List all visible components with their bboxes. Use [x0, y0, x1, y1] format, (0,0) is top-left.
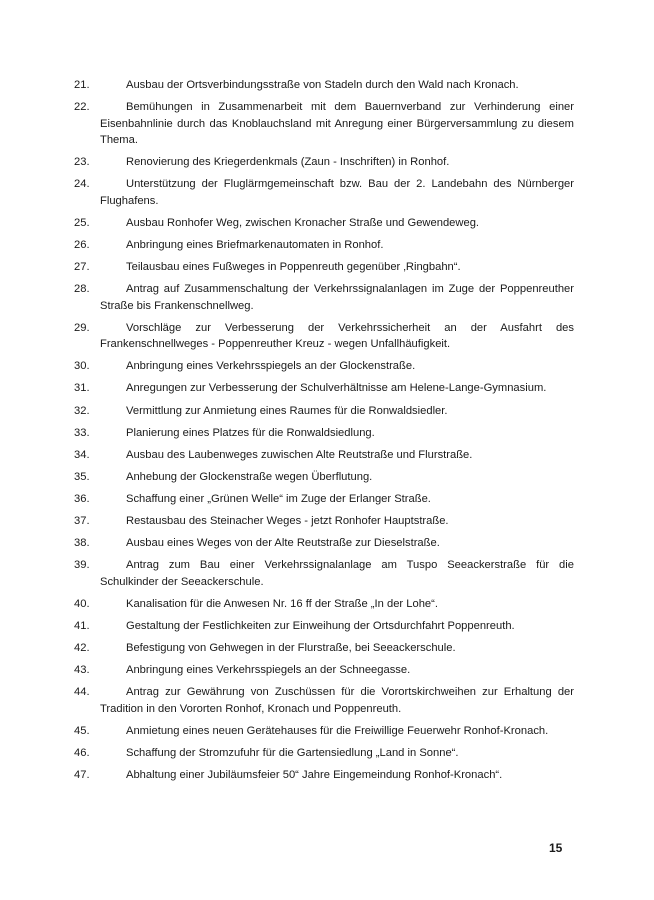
- list-item: [74, 425, 574, 442]
- list-item-text: Unterstützung der Fluglärmgemeinschaft bzw. Bau der 2. Landebahn des Nürnberger Flughafens.: [100, 178, 574, 207]
- list-item: [74, 237, 574, 254]
- list-item: [74, 77, 574, 94]
- list-item: [74, 99, 574, 149]
- list-item-text: Anbringung eines Verkehrsspiegels an der Schneegasse.: [126, 664, 411, 677]
- list-item-number: 41.: [74, 619, 90, 632]
- list-item-number: 29.: [74, 321, 90, 334]
- numbered-list: [74, 77, 574, 789]
- list-item-text: Ausbau eines Weges von der Alte Reutstraße zur Dieselstraße.: [126, 537, 440, 550]
- list-item-number: 40.: [74, 597, 90, 610]
- list-item: [74, 320, 574, 353]
- list-item-text: Schaffung einer „Grünen Welle“ im Zuge der Erlanger Straße.: [126, 492, 431, 505]
- list-item-text: Ausbau der Ortsverbindungsstraße von Stadeln durch den Wald nach Kronach.: [126, 79, 519, 91]
- list-item-number: 42.: [74, 641, 90, 654]
- list-item-number: 35.: [74, 470, 90, 483]
- list-item-text: Anbringung eines Briefmarkenautomaten in Ronhof.: [126, 238, 384, 251]
- list-item-text: Vermittlung zur Anmietung eines Raumes für die Ronwaldsiedler.: [126, 404, 448, 417]
- list-item: [74, 403, 574, 420]
- list-item-number: 24.: [74, 178, 90, 191]
- list-item-number: 43.: [74, 664, 90, 677]
- list-item-text: Bemühungen in Zusammenarbeit mit dem Bauernverband zur Verhinderung einer Eisenbahnlinie durch das Knoblauchsland mit Anregung einer Bürgerversammlung zu diesem Thema.: [100, 101, 574, 147]
- list-item-number: 36.: [74, 492, 90, 505]
- list-item: [74, 491, 574, 508]
- list-item-number: 45.: [74, 724, 90, 737]
- list-item-number: 25.: [74, 216, 90, 229]
- list-item-number: 30.: [74, 360, 90, 373]
- list-item: [74, 662, 574, 679]
- list-item-text: Renovierung des Kriegerdenkmals (Zaun - Inschriften) in Ronhof.: [126, 156, 450, 169]
- list-item: [74, 557, 574, 590]
- list-item: [74, 767, 574, 784]
- list-item-text: Schaffung der Stromzufuhr für die Gartensiedlung „Land in Sonne“.: [126, 746, 459, 759]
- list-item: [74, 380, 574, 397]
- list-item: [74, 640, 574, 657]
- list-item-number: 21.: [74, 79, 90, 91]
- list-item-number: 47.: [74, 768, 90, 781]
- list-item-text: Anmietung eines neuen Gerätehauses für die Freiwillige Feuerwehr Ronhof-Kronach.: [126, 724, 549, 737]
- list-item-number: 39.: [74, 559, 90, 572]
- list-item: [74, 596, 574, 613]
- list-item: [74, 618, 574, 635]
- list-item-number: 34.: [74, 448, 90, 461]
- list-item: [74, 176, 574, 209]
- list-item: [74, 745, 574, 762]
- list-item-text: Kanalisation für die Anwesen Nr. 16 ff der Straße „In der Lohe“.: [126, 597, 438, 610]
- list-item: [74, 447, 574, 464]
- list-item-number: 26.: [74, 238, 90, 251]
- list-item-number: 33.: [74, 426, 90, 439]
- list-item: [74, 684, 574, 717]
- list-item-text: Ausbau Ronhofer Weg, zwischen Kronacher Straße und Gewendeweg.: [126, 216, 480, 229]
- list-item-number: 38.: [74, 537, 90, 550]
- list-item-number: 31.: [74, 382, 90, 395]
- list-item-text: Ausbau des Laubenweges zuwischen Alte Reutstraße und Flurstraße.: [126, 448, 473, 461]
- list-item-text: Restausbau des Steinacher Weges - jetzt Ronhofer Hauptstraße.: [126, 515, 449, 527]
- list-item: [74, 358, 574, 375]
- list-item: [74, 154, 574, 171]
- list-item-text: Antrag zum Bau einer Verkehrssignalanlage am Tuspo Seeackerstraße für die Schulkinder der Seeackerschule.: [100, 559, 574, 588]
- list-item-text: Planierung eines Platzes für die Ronwaldsiedlung.: [126, 426, 375, 439]
- list-item-text: Anregungen zur Verbesserung der Schulverhältnisse am Helene-Lange-Gymnasium.: [126, 382, 547, 395]
- list-item: [74, 469, 574, 486]
- list-item-text: Vorschläge zur Verbesserung der Verkehrssicherheit an der Ausfahrt des Frankenschnellweges - Poppenreuther Kreuz - wegen Unfallhäufigkeit.: [100, 321, 574, 351]
- list-item-text: Anhebung der Glockenstraße wegen Überflutung.: [126, 470, 373, 483]
- list-item: [74, 215, 574, 232]
- list-item-number: 44.: [74, 686, 90, 699]
- list-item-text: Antrag auf Zusammenschaltung der Verkehrssignalanlagen im Zuge der Poppenreuther Straße bis Frankenschnellweg.: [100, 283, 574, 312]
- list-item-number: 27.: [74, 261, 90, 274]
- list-item: [74, 535, 574, 552]
- list-item: [74, 259, 574, 276]
- list-item-text: Teilausbau eines Fußweges in Poppenreuth gegenüber ‚Ringbahn“.: [126, 261, 461, 274]
- list-item-text: Abhaltung einer Jubiläumsfeier 50“ Jahre Eingemeindung Ronhof-Kronach“.: [126, 768, 503, 781]
- list-item-text: Anbringung eines Verkehrsspiegels an der Glockenstraße.: [126, 360, 416, 373]
- list-item-text: Gestaltung der Festlichkeiten zur Einweihung der Ortsdurchfahrt Poppenreuth.: [126, 619, 515, 632]
- list-item-number: 28.: [74, 283, 90, 296]
- list-item-number: 37.: [74, 515, 90, 527]
- page-number: 15: [549, 841, 563, 855]
- list-item-number: 46.: [74, 746, 90, 759]
- list-item-text: Befestigung von Gehwegen in der Flurstraße, bei Seeackerschule.: [126, 641, 456, 654]
- list-item: [74, 723, 574, 740]
- list-item-number: 23.: [74, 156, 90, 169]
- list-item-number: 32.: [74, 404, 90, 417]
- list-item-text: Antrag zur Gewährung von Zuschüssen für die Vorortskirchweihen zur Erhaltung der Tradition in den Vororten Ronhof, Kronach und Poppenreuth.: [100, 686, 574, 715]
- list-item: [74, 281, 574, 314]
- list-item-number: 22.: [74, 101, 90, 114]
- list-item: [74, 513, 574, 530]
